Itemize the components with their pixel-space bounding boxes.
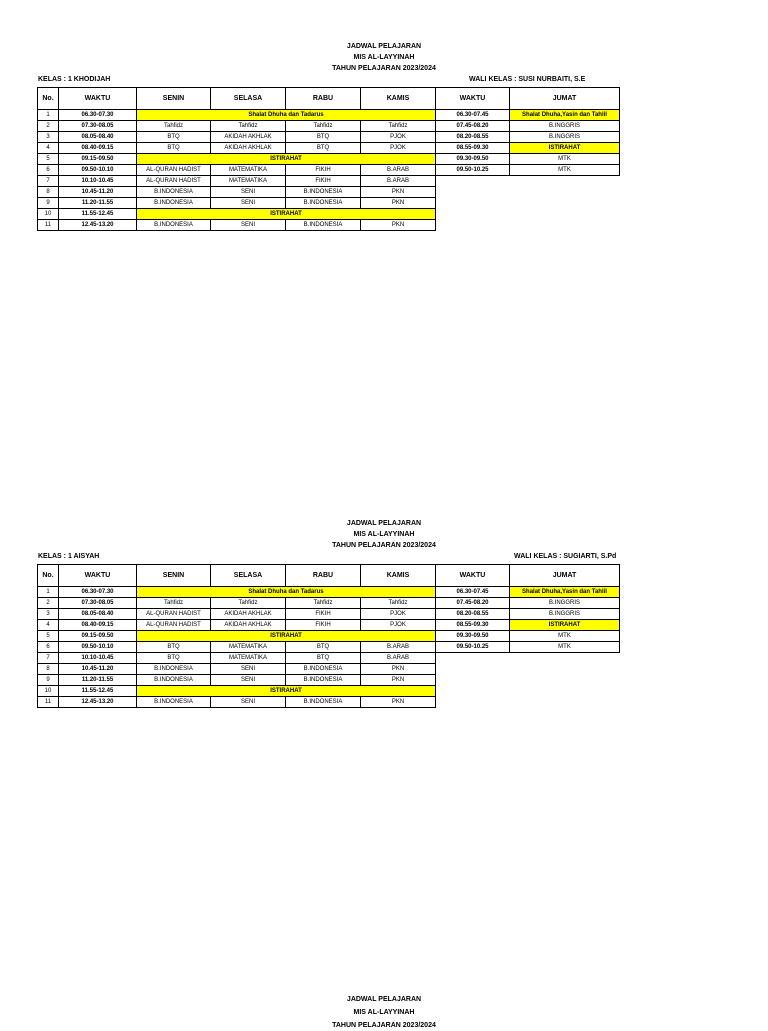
time-slot: 12.45-13.20 xyxy=(59,220,137,231)
friday-time-slot: 07.45-08.20 xyxy=(436,598,510,609)
subject-kamis: B.ARAB xyxy=(361,642,436,653)
time-slot: 10.45-11.20 xyxy=(59,664,137,675)
subject-rabu: BTQ xyxy=(286,653,361,664)
subject-senin: BTQ xyxy=(137,132,211,143)
class-name: KELAS : 1 AISYAH xyxy=(38,553,100,560)
empty-cell xyxy=(510,664,620,675)
break-cell: ISTIRAHAT xyxy=(137,209,436,220)
subject-selasa: MATEMATIKA xyxy=(211,653,286,664)
subject-rabu: B.INDONESIA xyxy=(286,187,361,198)
subject-senin: B.INDONESIA xyxy=(137,220,211,231)
table-row xyxy=(38,176,620,187)
table-row xyxy=(38,143,620,154)
time-slot: 11.20-11.55 xyxy=(59,675,137,686)
subject-senin: BTQ xyxy=(137,653,211,664)
subject-rabu: Tahfidz xyxy=(286,598,361,609)
row-number: 9 xyxy=(38,198,59,209)
empty-cell xyxy=(436,653,510,664)
header-line-1: JADWAL PELAJARAN xyxy=(346,43,422,50)
row-number: 3 xyxy=(38,132,59,143)
subject-selasa: AKIDAH AKHLAK xyxy=(211,609,286,620)
row-number: 7 xyxy=(38,653,59,664)
subject-senin: AL-QURAN HADIST xyxy=(137,176,211,187)
friday-time-slot: 08.20-08.55 xyxy=(436,132,510,143)
row-number: 6 xyxy=(38,165,59,176)
subject-senin: AL-QURAN HADIST xyxy=(137,620,211,631)
subject-kamis: PJOK xyxy=(361,143,436,154)
header-line-2: MIS AL-LAYYINAH xyxy=(353,54,415,61)
friday-subject: B.INGGRIS xyxy=(510,132,620,143)
time-slot: 08.05-08.40 xyxy=(59,609,137,620)
friday-subject: B.INGGRIS xyxy=(510,609,620,620)
time-slot: 09.15-09.50 xyxy=(59,631,137,642)
row-number: 10 xyxy=(38,209,59,220)
break-cell: ISTIRAHAT xyxy=(137,631,436,642)
subject-selasa: SENI xyxy=(211,198,286,209)
friday-subject: MTK xyxy=(510,642,620,653)
subject-rabu: FIKIH xyxy=(286,165,361,176)
subject-rabu: FIKIH xyxy=(286,609,361,620)
empty-cell xyxy=(436,176,510,187)
table-row xyxy=(38,209,620,220)
row-number: 7 xyxy=(38,176,59,187)
time-slot: 08.40-09.15 xyxy=(59,143,137,154)
empty-cell xyxy=(436,187,510,198)
subject-rabu: B.INDONESIA xyxy=(286,220,361,231)
row-number: 10 xyxy=(38,686,59,697)
table-row xyxy=(38,686,620,697)
page-3-school: MIS AL-LAYYINAH xyxy=(353,1009,415,1016)
column-header: WAKTU xyxy=(436,565,510,587)
empty-cell xyxy=(436,675,510,686)
friday-break-cell: ISTIRAHAT xyxy=(510,143,620,154)
empty-cell xyxy=(436,220,510,231)
subject-kamis: PKN xyxy=(361,664,436,675)
table-row xyxy=(38,154,620,165)
break-cell: ISTIRAHAT xyxy=(137,154,436,165)
friday-time-slot: 09.50-10.25 xyxy=(436,642,510,653)
subject-selasa: AKIDAH AKHLAK xyxy=(211,620,286,631)
subject-senin: B.INDONESIA xyxy=(137,697,211,708)
friday-time-slot: 06.30-07.45 xyxy=(436,587,510,598)
subject-rabu: B.INDONESIA xyxy=(286,697,361,708)
subject-rabu: B.INDONESIA xyxy=(286,664,361,675)
column-header: WAKTU xyxy=(436,88,510,110)
subject-kamis: PKN xyxy=(361,198,436,209)
break-cell: ISTIRAHAT xyxy=(137,686,436,697)
row-number: 9 xyxy=(38,675,59,686)
subject-kamis: PJOK xyxy=(361,609,436,620)
subject-senin: AL-QURAN HADIST xyxy=(137,609,211,620)
row-number: 8 xyxy=(38,664,59,675)
time-slot: 07.30-08.05 xyxy=(59,598,137,609)
empty-cell xyxy=(436,664,510,675)
page-3-year: TAHUN PELAJARAN 2023/2024 xyxy=(332,1022,436,1029)
row-number: 5 xyxy=(38,154,59,165)
column-header: SELASA xyxy=(211,565,286,587)
friday-time-slot: 09.30-09.50 xyxy=(436,154,510,165)
subject-kamis: PJOK xyxy=(361,620,436,631)
subject-senin: Tahfidz xyxy=(137,121,211,132)
table-row xyxy=(38,587,620,598)
subject-rabu: B.INDONESIA xyxy=(286,675,361,686)
table-row xyxy=(38,187,620,198)
subject-rabu: FIKIH xyxy=(286,176,361,187)
time-slot: 07.30-08.05 xyxy=(59,121,137,132)
friday-subject: B.INGGRIS xyxy=(510,121,620,132)
friday-time-slot: 07.45-08.20 xyxy=(436,121,510,132)
row-number: 2 xyxy=(38,598,59,609)
table-header-row xyxy=(38,88,620,110)
row-number: 11 xyxy=(38,220,59,231)
time-slot: 11.55-12.45 xyxy=(59,209,137,220)
subject-rabu: BTQ xyxy=(286,132,361,143)
friday-time-slot: 09.30-09.50 xyxy=(436,631,510,642)
subject-senin: AL-QURAN HADIST xyxy=(137,165,211,176)
subject-senin: Tahfidz xyxy=(137,598,211,609)
time-slot: 09.50-10.10 xyxy=(59,642,137,653)
subject-selasa: SENI xyxy=(211,697,286,708)
time-slot: 12.45-13.20 xyxy=(59,697,137,708)
row-number: 4 xyxy=(38,620,59,631)
subject-selasa: Tahfidz xyxy=(211,121,286,132)
header-line-3: TAHUN PELAJARAN 2023/2024 xyxy=(332,542,436,549)
row-number: 1 xyxy=(38,587,59,598)
subject-selasa: Tahfidz xyxy=(211,598,286,609)
empty-cell xyxy=(510,187,620,198)
column-header: RABU xyxy=(286,565,361,587)
time-slot: 06.30-07.30 xyxy=(59,110,137,121)
subject-kamis: PKN xyxy=(361,187,436,198)
homeroom-teacher: WALI KELAS : SUSI NURBAITI, S.E xyxy=(469,76,586,83)
column-header: JUMAT xyxy=(510,88,620,110)
friday-subject: MTK xyxy=(510,154,620,165)
subject-kamis: Tahfidz xyxy=(361,598,436,609)
table-row xyxy=(38,110,620,121)
table-row xyxy=(38,609,620,620)
time-slot: 11.20-11.55 xyxy=(59,198,137,209)
shalat-dhuha-cell: Shalat Dhuha dan Tadarus xyxy=(137,587,436,598)
subject-senin: B.INDONESIA xyxy=(137,198,211,209)
subject-rabu: B.INDONESIA xyxy=(286,198,361,209)
time-slot: 10.45-11.20 xyxy=(59,187,137,198)
empty-cell xyxy=(510,653,620,664)
subject-selasa: SENI xyxy=(211,220,286,231)
table-row xyxy=(38,642,620,653)
row-number: 3 xyxy=(38,609,59,620)
empty-cell xyxy=(436,686,510,697)
subject-selasa: SENI xyxy=(211,675,286,686)
row-number: 11 xyxy=(38,697,59,708)
subject-selasa: MATEMATIKA xyxy=(211,165,286,176)
row-number: 6 xyxy=(38,642,59,653)
column-header: WAKTU xyxy=(59,88,137,110)
table-row xyxy=(38,598,620,609)
table-row xyxy=(38,653,620,664)
row-number: 1 xyxy=(38,110,59,121)
column-header: SENIN xyxy=(137,88,211,110)
friday-subject: MTK xyxy=(510,165,620,176)
subject-selasa: MATEMATIKA xyxy=(211,642,286,653)
table-row xyxy=(38,198,620,209)
empty-cell xyxy=(436,198,510,209)
time-slot: 08.05-08.40 xyxy=(59,132,137,143)
friday-subject: MTK xyxy=(510,631,620,642)
time-slot: 09.15-09.50 xyxy=(59,154,137,165)
empty-cell xyxy=(510,198,620,209)
friday-subject: B.INGGRIS xyxy=(510,598,620,609)
table-row xyxy=(38,620,620,631)
empty-cell xyxy=(510,176,620,187)
column-header: No. xyxy=(38,565,59,587)
column-header: SENIN xyxy=(137,565,211,587)
friday-time-slot: 09.50-10.25 xyxy=(436,165,510,176)
subject-kamis: PKN xyxy=(361,675,436,686)
empty-cell xyxy=(510,697,620,708)
row-number: 5 xyxy=(38,631,59,642)
subject-senin: BTQ xyxy=(137,143,211,154)
column-header: SELASA xyxy=(211,88,286,110)
class-name: KELAS : 1 KHODIJAH xyxy=(38,76,111,83)
column-header: JUMAT xyxy=(510,565,620,587)
subject-kamis: PJOK xyxy=(361,132,436,143)
subject-selasa: AKIDAH AKHLAK xyxy=(211,143,286,154)
subject-selasa: MATEMATIKA xyxy=(211,176,286,187)
table-row xyxy=(38,675,620,686)
time-slot: 10.10-10.45 xyxy=(59,176,137,187)
time-slot: 10.10-10.45 xyxy=(59,653,137,664)
row-number: 2 xyxy=(38,121,59,132)
subject-kamis: Tahfidz xyxy=(361,121,436,132)
friday-prayer-cell: Shalat Dhuha,Yasin dan Tahlil xyxy=(510,587,620,598)
friday-time-slot: 08.55-09.30 xyxy=(436,620,510,631)
subject-kamis: PKN xyxy=(361,697,436,708)
empty-cell xyxy=(510,220,620,231)
friday-break-cell: ISTIRAHAT xyxy=(510,620,620,631)
subject-senin: B.INDONESIA xyxy=(137,664,211,675)
empty-cell xyxy=(436,209,510,220)
column-header: No. xyxy=(38,88,59,110)
time-slot: 06.30-07.30 xyxy=(59,587,137,598)
empty-cell xyxy=(510,686,620,697)
time-slot: 09.50-10.10 xyxy=(59,165,137,176)
row-number: 8 xyxy=(38,187,59,198)
table-row xyxy=(38,121,620,132)
column-header: KAMIS xyxy=(361,88,436,110)
column-header: WAKTU xyxy=(59,565,137,587)
schedule-table xyxy=(37,87,620,231)
subject-senin: B.INDONESIA xyxy=(137,675,211,686)
schedule-table xyxy=(37,564,620,708)
table-row xyxy=(38,220,620,231)
header-line-1: JADWAL PELAJARAN xyxy=(346,520,422,527)
subject-senin: BTQ xyxy=(137,642,211,653)
subject-rabu: Tahfidz xyxy=(286,121,361,132)
subject-rabu: FIKIH xyxy=(286,620,361,631)
time-slot: 08.40-09.15 xyxy=(59,620,137,631)
empty-cell xyxy=(510,209,620,220)
empty-cell xyxy=(510,675,620,686)
table-header-row xyxy=(38,565,620,587)
shalat-dhuha-cell: Shalat Dhuha dan Tadarus xyxy=(137,110,436,121)
table-row xyxy=(38,132,620,143)
subject-kamis: PKN xyxy=(361,220,436,231)
subject-kamis: B.ARAB xyxy=(361,653,436,664)
table-row xyxy=(38,165,620,176)
friday-time-slot: 08.55-09.30 xyxy=(436,143,510,154)
table-row xyxy=(38,631,620,642)
subject-kamis: B.ARAB xyxy=(361,165,436,176)
subject-selasa: AKIDAH AKHLAK xyxy=(211,132,286,143)
subject-rabu: BTQ xyxy=(286,642,361,653)
subject-rabu: BTQ xyxy=(286,143,361,154)
header-line-2: MIS AL-LAYYINAH xyxy=(353,531,415,538)
column-header: KAMIS xyxy=(361,565,436,587)
friday-time-slot: 06.30-07.45 xyxy=(436,110,510,121)
subject-selasa: SENI xyxy=(211,187,286,198)
row-number: 4 xyxy=(38,143,59,154)
table-row xyxy=(38,664,620,675)
friday-prayer-cell: Shalat Dhuha,Yasin dan Tahlil xyxy=(510,110,620,121)
table-row xyxy=(38,697,620,708)
time-slot: 11.55-12.45 xyxy=(59,686,137,697)
friday-time-slot: 08.20-08.55 xyxy=(436,609,510,620)
page-3-title: JADWAL PELAJARAN xyxy=(346,996,422,1003)
homeroom-teacher: WALI KELAS : SUGIARTI, S.Pd xyxy=(514,553,617,560)
header-line-3: TAHUN PELAJARAN 2023/2024 xyxy=(332,65,436,72)
empty-cell xyxy=(436,697,510,708)
subject-senin: B.INDONESIA xyxy=(137,187,211,198)
subject-selasa: SENI xyxy=(211,664,286,675)
subject-kamis: B.ARAB xyxy=(361,176,436,187)
column-header: RABU xyxy=(286,88,361,110)
